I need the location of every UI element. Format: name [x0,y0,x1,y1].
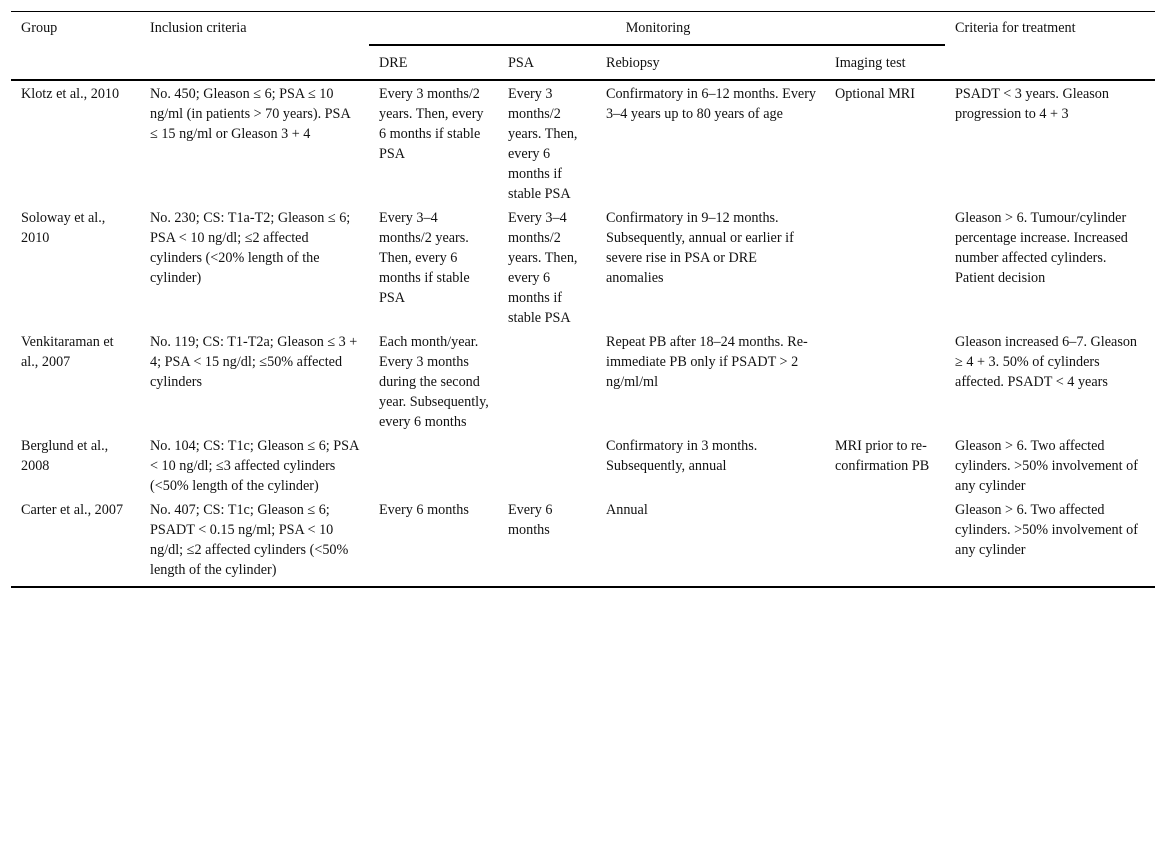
cell-group: Berglund et al., 2008 [21,438,109,474]
cell-imaging: MRI prior to re-confirmation PB [835,438,930,474]
cell-dre: Every 6 months [379,502,469,518]
cell-group: Carter et al., 2007 [21,502,124,518]
cell-dre: Every 3 months/2 years. Then, every 6 months if stable PSA [379,86,484,162]
cell-imaging [825,206,945,330]
cell-group: Venkitaraman et al., 2007 [21,334,114,370]
header-imaging: Imaging test [835,55,906,71]
table-row [11,80,1155,206]
cell-inclusion: No. 230; CS: T1a-T2; Gleason ≤ 6; PSA < 10 ng/dl; ≤2 affected cylinders (<20% length of the cylinder) [150,210,351,286]
cell-imaging: Optional MRI [835,86,915,102]
cell-rebiopsy: Annual [606,502,648,518]
cell-rebiopsy: Confirmatory in 6–12 months. Every 3–4 years up to 80 years of age [606,86,817,122]
header-monitoring: Monitoring [369,12,945,46]
cell-psa [498,434,596,498]
cell-treatment: Gleason > 6. Tumour/cylinder percentage increase. Increased number affected cylinders. Patient decision [955,210,1128,286]
cell-dre: Each month/year. Every 3 months during the second year. Subsequently, every 6 months [379,334,489,430]
cell-imaging [825,498,945,587]
cell-dre [369,434,498,498]
cell-inclusion: No. 450; Gleason ≤ 6; PSA ≤ 10 ng/ml (in patients > 70 years). PSA ≤ 15 ng/ml or Gleason 3 + 4 [150,86,350,142]
cell-treatment: Gleason increased 6–7. Gleason ≥ 4 + 3. 50% of cylinders affected. PSADT < 4 years [955,334,1138,390]
header-psa: PSA [508,55,535,71]
table-row [11,330,1155,434]
cell-inclusion: No. 104; CS: T1c; Gleason ≤ 6; PSA < 10 ng/dl; ≤3 affected cylinders (<50% length of the cylinder) [150,438,359,494]
table-row [11,206,1155,330]
header-group: Group [21,20,58,36]
header-rebiopsy: Rebiopsy [606,55,660,71]
cell-psa [498,330,596,434]
cell-group: Soloway et al., 2010 [21,210,106,246]
cell-inclusion: No. 407; CS: T1c; Gleason ≤ 6; PSADT < 0.15 ng/ml; PSA < 10 ng/dl; ≤2 affected cylinders (<50% length of the cylinder) [150,502,349,578]
header-treatment: Criteria for treatment [955,20,1076,36]
cell-rebiopsy: Confirmatory in 9–12 months. Subsequently, annual or earlier if severe rise in PSA or DRE anomalies [606,210,794,286]
cell-treatment: PSADT < 3 years. Gleason progression to 4 + 3 [955,86,1109,122]
cell-imaging [825,330,945,434]
active-surveillance-table [11,11,1155,588]
header-dre: DRE [379,55,408,71]
cell-psa: Every 3–4 months/2 years. Then, every 6 months if stable PSA [508,210,578,326]
cell-psa: Every 6 months [508,502,553,538]
cell-rebiopsy: Confirmatory in 3 months. Subsequently, annual [606,438,758,474]
header-inclusion: Inclusion criteria [150,20,247,36]
cell-group: Klotz et al., 2010 [21,86,120,102]
cell-treatment: Gleason > 6. Two affected cylinders. >50% involvement of any cylinder [955,502,1138,558]
table-row [11,434,1155,498]
table-row [11,498,1155,587]
table-container [11,11,1155,588]
cell-inclusion: No. 119; CS: T1-T2a; Gleason ≤ 3 + 4; PSA < 15 ng/dl; ≤50% affected cylinders [150,334,358,390]
cell-psa: Every 3 months/2 years. Then, every 6 months if stable PSA [508,86,578,202]
cell-dre: Every 3–4 months/2 years. Then, every 6 months if stable PSA [379,210,470,306]
cell-rebiopsy: Repeat PB after 18–24 months. Re-immediate PB only if PSADT > 2 ng/ml/ml [606,334,808,390]
cell-treatment: Gleason > 6. Two affected cylinders. >50% involvement of any cylinder [955,438,1138,494]
